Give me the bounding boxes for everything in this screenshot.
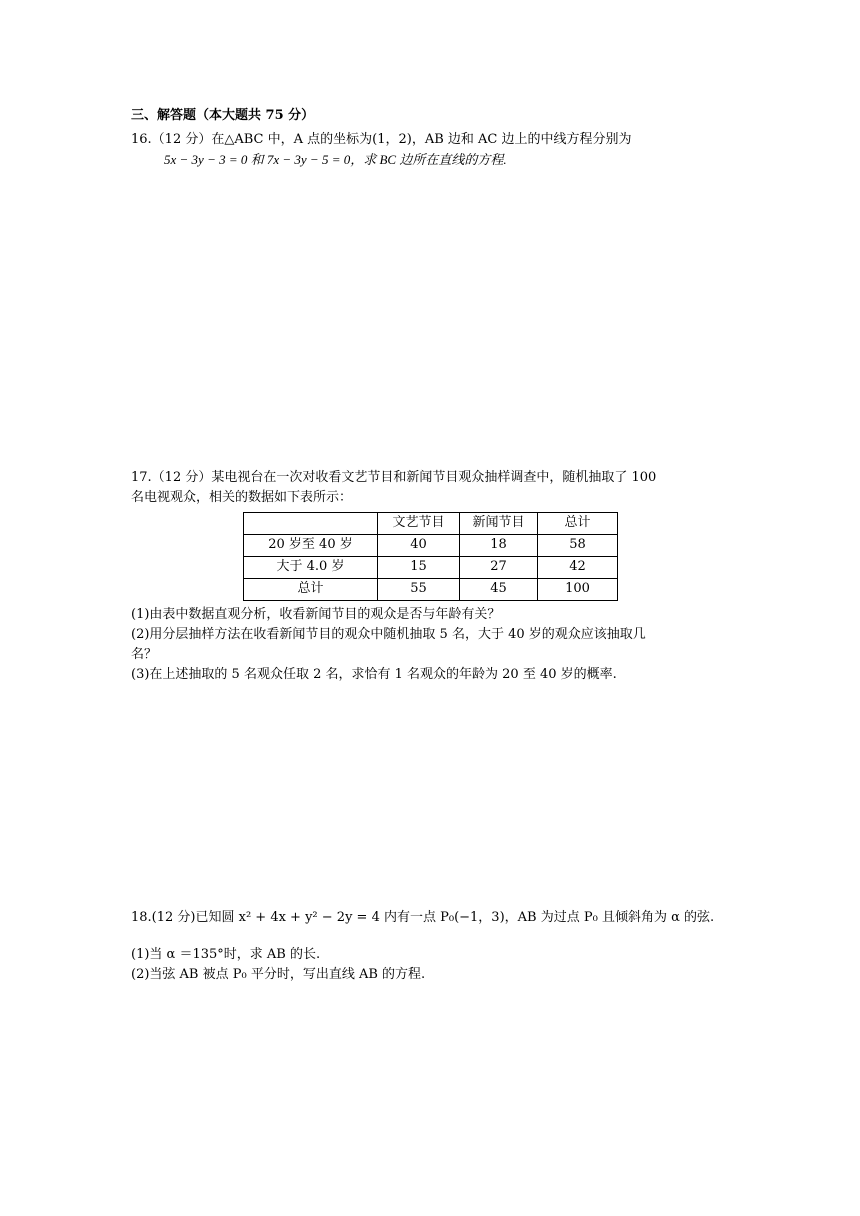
table-cell: 42: [538, 557, 618, 579]
table-header-cell: [244, 513, 378, 535]
table-cell: 18: [460, 535, 538, 557]
question-16: [131, 130, 731, 170]
question-18-part-1: (1)当 α ＝135°时，求 AB 的长.: [131, 947, 321, 962]
table-cell: 27: [460, 557, 538, 579]
table-cell: 大于 4.0 岁: [244, 557, 378, 579]
table-cell: 58: [538, 535, 618, 557]
table-row: [244, 557, 618, 579]
question-18: [131, 908, 731, 928]
question-17-part-2-cont: 名？: [131, 647, 158, 663]
question-16-equations: 5x − 3y − 3 = 0 和 7x − 3y − 5 = 0，求 BC 边所在直线的方程.: [164, 152, 507, 168]
table-row: [244, 579, 618, 601]
table-row: [244, 535, 618, 557]
table-header-cell: 新闻节目: [460, 513, 538, 535]
question-18-part-2: (2)当弦 AB 被点 P₀ 平分时，写出直线 AB 的方程.: [131, 967, 426, 983]
question-17-part-3: (3)在上述抽取的 5 名观众任取 2 名，求恰有 1 名观众的年龄为 20 至 40 岁的概率.: [131, 667, 617, 683]
question-16-text: 16.（12 分）在△ABC 中，A 点的坐标为(1，2)，AB 边和 AC 边上的中线方程分别为: [131, 132, 632, 147]
question-17-parts: [131, 605, 731, 686]
survey-table: [243, 512, 618, 601]
table-cell: 15: [378, 557, 460, 579]
table-cell: 45: [460, 579, 538, 601]
section-heading: 三、解答题（本大题共 75 分）: [131, 108, 315, 123]
table-header-cell: 文艺节目: [378, 513, 460, 535]
question-17: [131, 468, 731, 508]
question-17-text: 17.（12 分）某电视台在一次对收看文艺节目和新闻节目观众抽样调查中，随机抽取了 100: [131, 470, 657, 485]
question-18-parts: [131, 945, 731, 985]
table-cell: 总计: [244, 579, 378, 601]
question-18-text: 18.(12 分)已知圆 x² + 4x + y² − 2y = 4 内有一点 P₀(−1，3)，AB 为过点 P₀ 且倾斜角为 α 的弦.: [131, 910, 715, 925]
table-header-cell: 总计: [538, 513, 618, 535]
question-17-part-1: (1)由表中数据直观分析，收看新闻节目的观众是否与年龄有关？: [131, 607, 501, 622]
question-17-part-2: (2)用分层抽样方法在收看新闻节目的观众中随机抽取 5 名，大于 40 岁的观众应该抽取几: [131, 627, 646, 643]
table-cell: 20 岁至 40 岁: [244, 535, 378, 557]
table-cell: 100: [538, 579, 618, 601]
question-17-text-cont: 名电视观众，相关的数据如下表所示：: [131, 490, 353, 506]
table-cell: 55: [378, 579, 460, 601]
table-cell: 40: [378, 535, 460, 557]
table-header-row: [244, 513, 618, 535]
